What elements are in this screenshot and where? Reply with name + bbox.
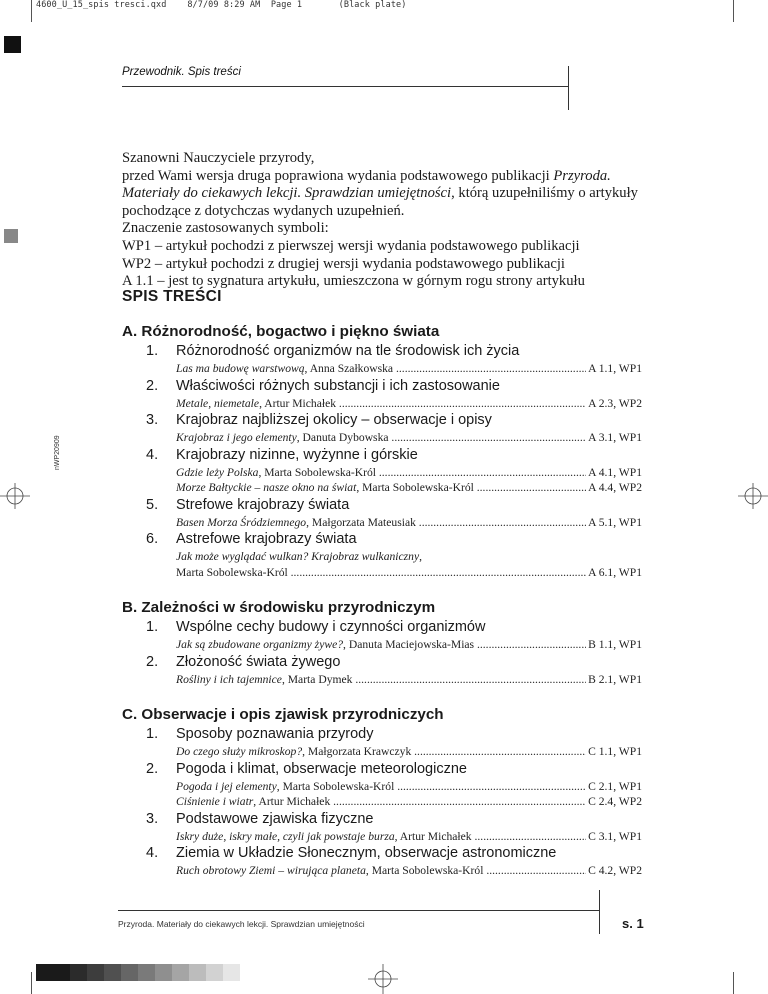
article-author: , Małgorzata Mateusiak (306, 515, 416, 529)
toc-section (122, 705, 642, 879)
article-reference: A 3.1, WP1 (588, 431, 642, 444)
subsection-number: 5. (146, 496, 159, 513)
subsection-number: 2. (146, 377, 159, 394)
subsection-number: 3. (146, 810, 159, 827)
slug-date: 8/7/09 (187, 0, 219, 10)
subsection-number: 2. (146, 760, 159, 777)
color-bar-swatch (155, 964, 172, 981)
side-code: nWP20909 (54, 435, 61, 470)
article-text (176, 637, 586, 653)
article-entry (176, 480, 642, 496)
subsection-title: Wspólne cechy budowy i czynności organizmów (176, 619, 486, 635)
article-title: Krajobraz i jego elementy (176, 431, 297, 444)
article-reference: B 1.1, WP1 (588, 638, 642, 651)
subsection-title: Strefowe krajobrazy świata (176, 496, 350, 513)
article-text (176, 744, 586, 760)
article-author: , Artur Michałek (253, 795, 331, 808)
article-entry (176, 794, 642, 810)
article-entry (176, 396, 642, 412)
color-bar-swatch (70, 964, 87, 981)
subsection-number: 1. (146, 619, 159, 635)
intro-line-2: Materiały do ciekawych lekcji. Sprawdzian umiejętności, którą uzupełniliśmy o artykuły (122, 185, 638, 202)
intro-line-7: A 1.1 – jest to sygnatura artykułu, umieszczona w górnym rogu strony artykułu (122, 273, 585, 290)
article-text (176, 396, 586, 412)
article-text (176, 480, 586, 496)
article-entry (176, 515, 642, 531)
article-author-line (176, 565, 586, 581)
article-reference: A 4.4, WP2 (588, 481, 642, 494)
article-author: , Danuta Dybowska (296, 431, 389, 444)
crop-mark-bottom-right-v (733, 972, 734, 994)
article-author: , Marta Dymek (281, 672, 353, 686)
article-title: Pogoda i jej elementy (176, 779, 277, 793)
subsection-heading (146, 496, 642, 515)
subsection-heading (146, 760, 642, 779)
color-bar-swatch (206, 964, 223, 981)
intro-line-6: WP2 – artykuł pochodzi z drugiej wersji wydania podstawowego publikacji (122, 255, 565, 272)
printer-slug (36, 0, 406, 10)
article-author: , Anna Szałkowska (304, 362, 394, 375)
toc-section (122, 322, 642, 580)
subsection-number: 1. (146, 343, 159, 359)
article-text (176, 361, 586, 377)
article-text (176, 430, 586, 446)
article-title: Gdzie leży Polska (176, 465, 259, 479)
article-text (176, 672, 586, 688)
subsection-title: Astrefowe krajobrazy świata (176, 531, 357, 547)
article-author: , Marta Sobolewska-Król (276, 779, 395, 793)
article-reference: A 1.1, WP1 (588, 362, 642, 375)
article-reference: C 1.1, WP1 (588, 745, 642, 758)
subsection-title: Ziemia w Układzie Słonecznym, obserwacje astronomiczne (176, 845, 557, 861)
article-entry (176, 565, 642, 581)
article-text (176, 779, 586, 795)
article-title: Rośliny i ich tajemnice (176, 672, 282, 686)
article-text (176, 829, 586, 845)
registration-crosshair-left (0, 481, 30, 511)
article-author: , Artur Michałek (394, 829, 472, 843)
color-bar-swatch (189, 964, 206, 981)
slug-file: 4600_U_15_spis tresci.qxd (36, 0, 167, 10)
article-entry (176, 465, 642, 481)
subsection-title: Krajobrazy nizinne, wyżynne i górskie (176, 446, 418, 463)
slug-plate: (Black plate) (338, 0, 407, 10)
subsection-title: Krajobraz najbliższej okolicy – obserwacje i opisy (176, 412, 492, 428)
slug-page: Page 1 (270, 0, 303, 10)
subsection-heading (146, 411, 642, 430)
crop-mark-top-right-v (733, 0, 734, 22)
article-author: , Marta Sobolewska-Król (365, 864, 484, 877)
intro-line-4: Znaczenie zastosowanych symboli: (122, 220, 329, 237)
subsection-title: Złożoność świata żywego (176, 653, 341, 670)
intro-line-5: WP1 – artykuł pochodzi z pierwszej wersji wydania podstawowego publikacji (122, 237, 580, 254)
subsection-number: 4. (146, 845, 159, 861)
section-heading: B. Zależności w środowisku przyrodniczym (122, 599, 436, 616)
article-entry (176, 430, 642, 446)
article-entry (176, 744, 642, 760)
article-entry (176, 779, 642, 795)
article-reference: C 3.1, WP1 (588, 829, 642, 843)
article-title: Jak są zbudowane organizmy żywe? (176, 638, 344, 651)
crop-mark-top-left-v (31, 0, 32, 22)
article-title: Morze Bałtyckie – nasze okno na świat (176, 481, 357, 494)
color-bar-swatch (138, 964, 155, 981)
color-bar-swatch (87, 964, 104, 981)
color-bar (36, 964, 240, 981)
article-author: , Artur Michałek (259, 396, 337, 410)
running-head: Przewodnik. Spis treści (122, 66, 241, 78)
article-reference: A 6.1, WP1 (588, 565, 642, 579)
article-entry (176, 361, 642, 377)
subsection-title: Właściwości różnych substancji i ich zastosowanie (176, 377, 500, 394)
subsection-title: Podstawowe zjawiska fizyczne (176, 810, 374, 827)
color-bar-swatch (53, 964, 70, 981)
article-title: Basen Morza Śródziemnego (176, 515, 307, 529)
article-reference: C 2.4, WP2 (588, 795, 642, 808)
section-heading: C. Obserwacje i opis zjawisk przyrodniczych (122, 706, 444, 723)
footer-rule-h (118, 910, 599, 911)
article-author: , Marta Sobolewska-Król (356, 481, 474, 494)
color-bar-swatch (223, 964, 240, 981)
registration-crosshair-right (738, 481, 768, 511)
toc-section (122, 598, 642, 687)
subsection-title: Sposoby poznawania przyrody (176, 726, 374, 742)
article-author: , Marta Sobolewska-Król (258, 465, 376, 479)
article-entry (176, 829, 642, 845)
article-reference: C 2.1, WP1 (588, 779, 642, 793)
subsection-heading (146, 725, 642, 744)
article-entry-line (176, 549, 642, 565)
subsection-number: 4. (146, 446, 159, 463)
intro-text (122, 150, 682, 291)
subsection-number: 1. (146, 726, 159, 742)
subsection-number: 3. (146, 412, 159, 428)
article-text (176, 863, 586, 879)
subsection-heading (146, 342, 642, 361)
subsection-number: 6. (146, 531, 159, 547)
color-bar-swatch (104, 964, 121, 981)
intro-line-3: pochodzące z dotychczas wydanych uzupełnień. (122, 202, 405, 219)
subsection-number: 2. (146, 653, 159, 670)
registration-crosshair-bottom (368, 964, 398, 994)
color-bar-swatch (36, 964, 53, 981)
article-author: Marta Sobolewska-Król (176, 565, 288, 579)
article-text (176, 794, 586, 810)
article-title: Ciśnienie i wiatr (176, 795, 254, 808)
article-reference: A 2.3, WP2 (588, 396, 642, 410)
article-entry (176, 863, 642, 879)
article-title: Ruch obrotowy Ziemi – wirująca planeta (176, 864, 366, 877)
article-title: Do czego służy mikroskop? (176, 745, 303, 758)
footer-rule-v (599, 890, 600, 934)
article-reference: A 4.1, WP1 (588, 465, 642, 479)
running-head-rule-v (568, 66, 569, 110)
subsection-heading (146, 377, 642, 396)
intro-greeting: Szanowni Nauczyciele przyrody, (122, 150, 315, 166)
subsection-heading (146, 530, 642, 549)
slug-time: 8:29 AM (223, 0, 261, 10)
article-author: , Danuta Maciejowska-Mias (343, 638, 475, 651)
subsection-heading (146, 810, 642, 829)
article-reference: C 4.2, WP2 (588, 864, 642, 877)
section-heading: A. Różnorodność, bogactwo i piękno świata (122, 323, 440, 340)
subsection-heading (146, 844, 642, 863)
article-entry (176, 672, 642, 688)
article-title: Metale, niemetale (176, 396, 260, 410)
article-entry (176, 637, 642, 653)
subsection-heading (146, 653, 642, 672)
publication-title-part-1: Przyroda. (553, 167, 611, 184)
registration-square-top (4, 36, 21, 53)
table-of-contents (122, 322, 642, 897)
article-author: , (419, 550, 423, 563)
color-bar-swatch (172, 964, 189, 981)
publication-title-part-2: Materiały do ciekawych lekcji. Sprawdzian umiejętności (122, 185, 452, 202)
intro-line-1: przed Wami wersja druga poprawiona wydania podstawowego publikacji Przyroda. (122, 167, 611, 184)
toc-title: SPIS TREŚCI (122, 288, 222, 305)
crop-mark-bottom-left-v (31, 972, 32, 994)
article-title: Las ma budowę warstwową (176, 362, 305, 375)
page-number: s. 1 (622, 916, 644, 931)
subsection-heading (146, 446, 642, 465)
subsection-heading (146, 618, 642, 637)
registration-square-mid (4, 229, 18, 243)
article-author: , Małgorzata Krawczyk (302, 745, 412, 758)
article-title: Jak może wyglądać wulkan? Krajobraz wulkaniczny (176, 550, 420, 563)
running-head-rule-h (122, 86, 568, 87)
article-text (176, 515, 586, 531)
color-bar-swatch (121, 964, 138, 981)
subsection-title: Różnorodność organizmów na tle środowisk ich życia (176, 343, 520, 359)
footer-title: Przyroda. Materiały do ciekawych lekcji. Sprawdzian umiejętności (118, 919, 365, 929)
article-text (176, 465, 586, 481)
article-title: Iskry duże, iskry małe, czyli jak powstaje burza (176, 829, 395, 843)
subsection-title: Pogoda i klimat, obserwacje meteorologiczne (176, 760, 467, 777)
article-reference: B 2.1, WP1 (588, 672, 642, 686)
article-reference: A 5.1, WP1 (588, 515, 642, 529)
